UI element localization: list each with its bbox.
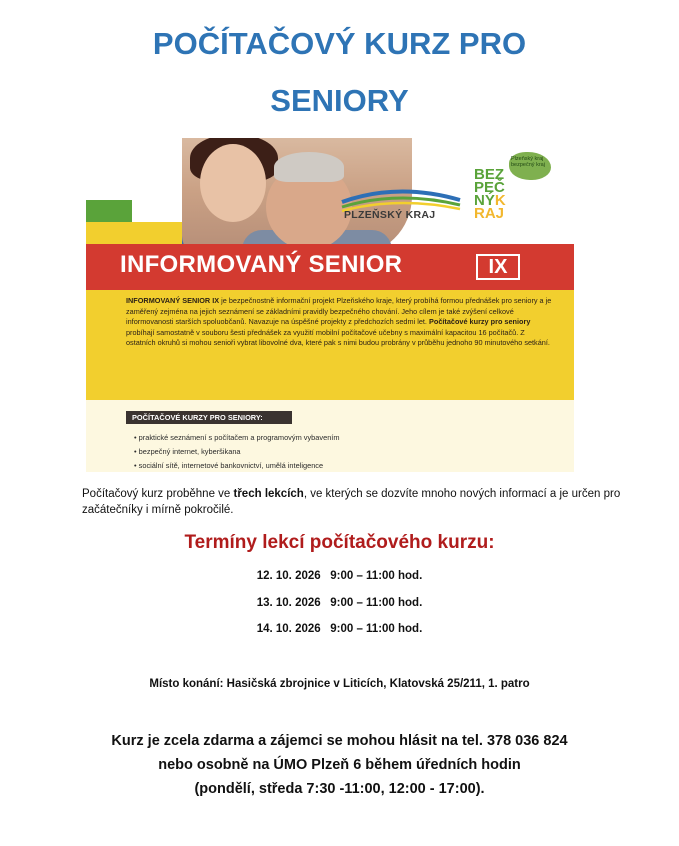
list-item: • bezpečný internet, kyberšikana xyxy=(142,445,340,459)
contact-line-2: nebo osobně na ÚMO Plzeň 6 během úředních hodin xyxy=(158,757,521,773)
list-item: • sociální sítě, internetové bankovnictví, umělá inteligence xyxy=(142,459,340,472)
page-title-line-2: SENIORY xyxy=(270,83,409,118)
venue-info: Místo konání: Hasičská zbrojnice v Liticích, Klatovská 25/211, 1. patro xyxy=(149,678,530,690)
bezpecny-kraj-small-text: Plzeňský kraj bezpečný kraj xyxy=(511,156,545,168)
green-stripe xyxy=(86,200,132,222)
yellow-stripe xyxy=(86,222,182,244)
banner-title: INFORMOVANÝ SENIOR xyxy=(120,251,403,278)
terms-heading: Termíny lekcí počítačového kurzu: xyxy=(184,532,495,553)
lesson-date: 14. 10. 2026 9:00 – 11:00 hod. xyxy=(256,623,423,635)
banner-number: IX xyxy=(476,254,520,280)
bezpecny-kraj-logo: BEZ PEČ NÝK RAJ xyxy=(474,166,506,222)
contact-line-3: (pondělí, středa 7:30 -11:00, 12:00 - 17:00). xyxy=(194,781,485,797)
contact-line-1: Kurz je zcela zdarma a zájemci se mohou hlásit na tel. 378 036 824 xyxy=(111,733,568,749)
flyer-image xyxy=(86,138,574,472)
course-heading: POČÍTAČOVÉ KURZY PRO SENIORY: xyxy=(126,411,292,424)
list-item: • praktické seznámení s počítačem a programovým vybavením xyxy=(142,431,340,445)
lesson-date: 12. 10. 2026 9:00 – 11:00 hod. xyxy=(256,570,423,582)
lesson-date: 13. 10. 2026 9:00 – 11:00 hod. xyxy=(256,597,423,609)
plzensky-kraj-logo-text: PLZEŇSKÝ KRAJ xyxy=(344,209,436,221)
course-list xyxy=(138,431,340,472)
intro-text: INFORMOVANÝ SENIOR IX je bezpečnostně informační projekt Plzeňského kraje, který probíhá formou přednášek pro seniory a je zaměřený zejména na jejich seznámení se základními pravidly bezpečného chování. Jeho cílem je také zvýšení celkové informovanosti starších spoluobčanů. Navazuje na úspěšné projekty z předchozích sedmi let. Počítačové kurzy pro seniory probíhají samostatně v souboru šesti přednášek za využití mobilní počítačové učebny s maximální kapacitou 16 počítačů. Z ostatních okruhů si mohou senioři vybrat libovolné dva, které pak s nimi budou probrány v průběhu jednoho 90 minutového setkání. xyxy=(126,296,552,348)
course-description: Počítačový kurz proběhne ve třech lekcích, ve kterých se dozvíte mnoho nových informací a je určen pro začátečníky i mírně pokročilé. xyxy=(82,488,621,516)
page-title-line-1: POČÍTAČOVÝ KURZ PRO xyxy=(152,26,527,61)
